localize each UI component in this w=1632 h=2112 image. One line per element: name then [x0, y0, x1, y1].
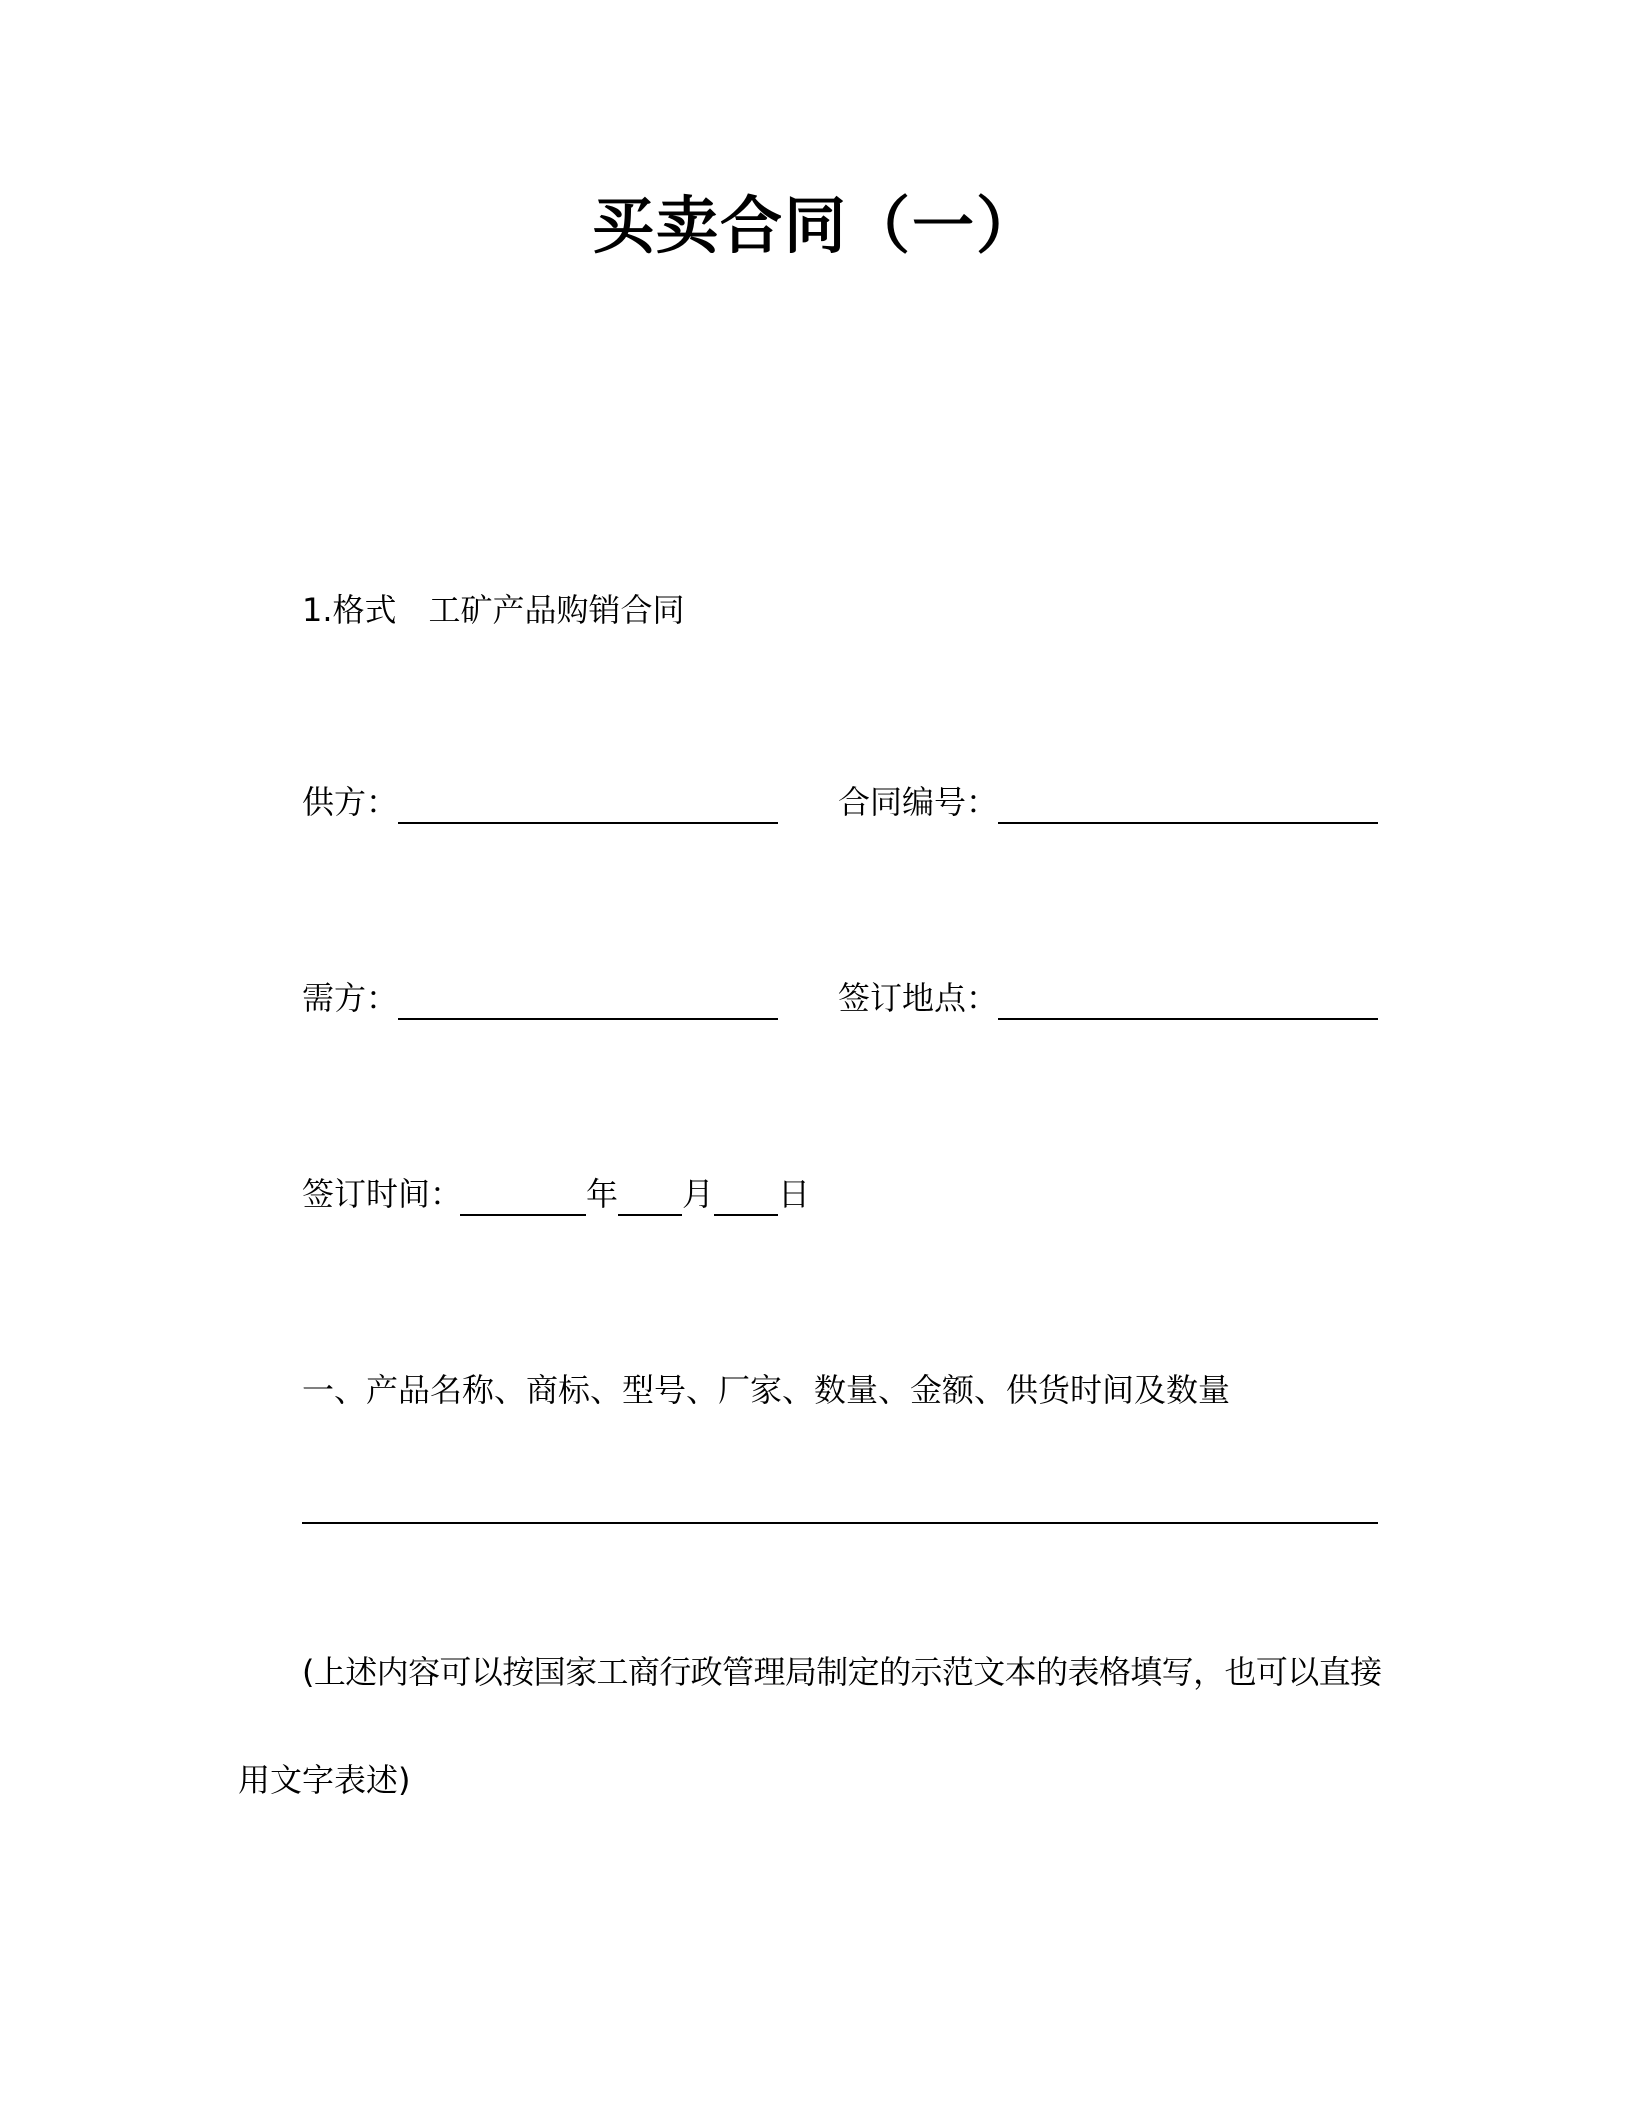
month-label: 月	[682, 1175, 715, 1213]
month-blank[interactable]	[618, 1214, 682, 1216]
supplier-blank[interactable]	[398, 822, 778, 824]
note-line-1: (上述内容可以按国家工商行政管理局制定的示范文本的表格填写，也可以直接	[302, 1653, 1382, 1691]
format-line: 1.格式 工矿产品购销合同	[302, 591, 685, 629]
section-1-blank[interactable]	[302, 1522, 1378, 1524]
signing-place-label: 签订地点：	[838, 979, 999, 1017]
year-label: 年	[586, 1175, 619, 1213]
contract-number-blank[interactable]	[998, 822, 1378, 824]
year-blank[interactable]	[460, 1214, 586, 1216]
contract-number-label: 合同编号：	[838, 783, 999, 821]
document-title: 买卖合同（一）	[591, 189, 1040, 262]
supplier-label: 供方：	[302, 783, 399, 821]
day-label: 日	[778, 1175, 811, 1213]
signing-place-blank[interactable]	[998, 1018, 1378, 1020]
buyer-label: 需方：	[302, 979, 399, 1017]
signing-time-label: 签订时间：	[302, 1175, 463, 1213]
buyer-blank[interactable]	[398, 1018, 778, 1020]
day-blank[interactable]	[714, 1214, 778, 1216]
note-line-2: 用文字表述)	[238, 1761, 411, 1799]
section-1-heading: 一、产品名称、商标、型号、厂家、数量、金额、供货时间及数量	[302, 1371, 1231, 1409]
